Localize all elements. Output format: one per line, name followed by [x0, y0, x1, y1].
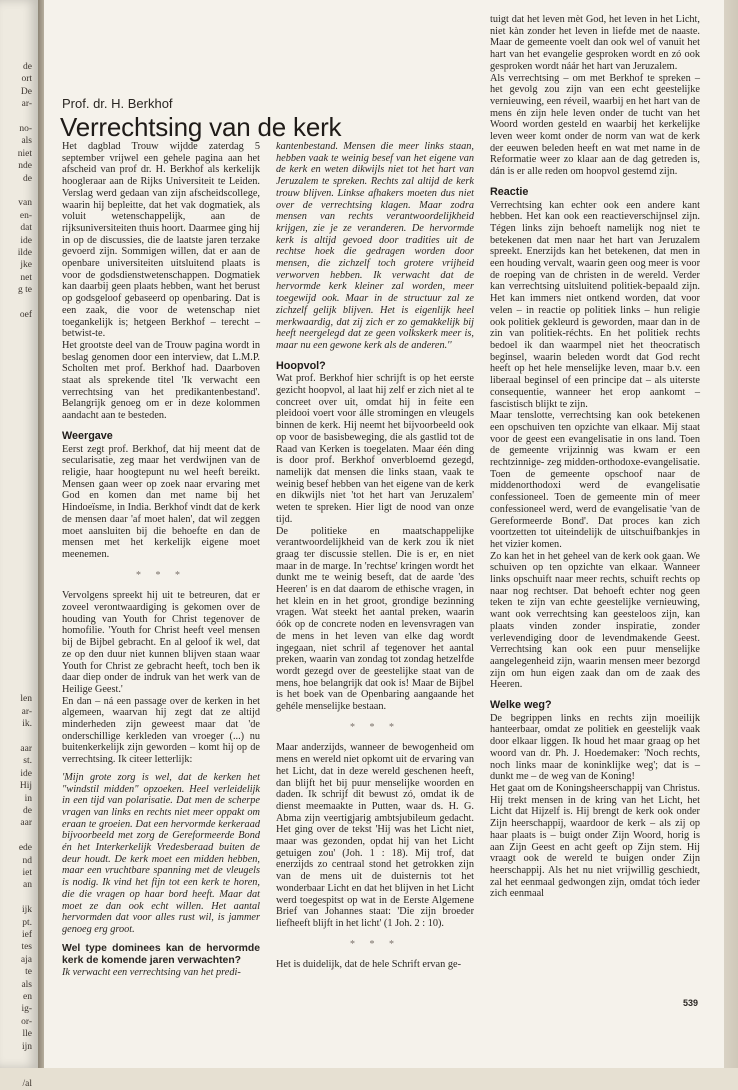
section-heading-welke-weg: Welke weg?	[490, 699, 552, 712]
previous-page-text-fragment: ort	[21, 74, 32, 85]
previous-page-text-fragment: net	[20, 272, 32, 283]
previous-page-text-fragment: te	[25, 967, 32, 978]
previous-page-text-fragment: aar	[20, 818, 32, 829]
quote-paragraph: 'Mijn grote zorg is wel, dat de kerken het "windstil midden" opzoeken. Heel verleidelijk in een tijd van polarisatie. Dat men de scherpe vragen van links en rechts niet meer oppakt om eraan te groeien. Dat een hervormde kerkeraad bijvoorbeeld met zorg de Gereformeerde Bond én het Interkerkelijk Vredesberaad buiten de deur houdt. De kerk moet een midden hebben, maar een vruchtbare spanning met de vleugels is nodig. Ik vind het fijn tot een kerk te horen, die die vragen op haar bord heeft. Maar dat moet ze dan ook echt willen. Het aantal hervormden dat voor alles rust wil, is jammer genoeg erg groot.	[62, 771, 260, 935]
section-divider: * * *	[350, 721, 400, 733]
previous-page-text-fragment: oef	[19, 310, 32, 320]
previous-page-text-fragment: de	[23, 62, 32, 72]
previous-page-text-fragment: als	[21, 979, 32, 990]
previous-page-text-fragment: ig-	[21, 1004, 32, 1015]
paragraph: Wat prof. Berkhof hier schrijft is op het eerste gezicht hoopvol, al laat hij zelf er zich niet al te concreet over uit, omdat hij in feite een pleidooi voert voor álle stromingen en vleugels binnen de kerk. Hij neemt het bijvoorbeeld ook op voor de basisbeweging, die als gastlid tot de Raad van Kerken is toegelaten. Maar één ding is door prof. Berkhof onverbloemd gezegd, namelijk dat mensen die links staan, vaak te weinig besef hebben van het eigene van de kerk en dikwijls niet 'tot het hart van Jeruzalem' weten te spreken. Hier ligt de nood van onze tijd.	[276, 373, 474, 525]
magazine-page	[44, 0, 724, 1068]
previous-page-text-fragment: or-	[21, 1016, 32, 1027]
previous-page-text-fragment: en-	[19, 210, 32, 221]
previous-page-text-fragment: de	[23, 806, 32, 816]
previous-page-text-fragment: nd	[22, 855, 32, 866]
paragraph: Het gaat om de Koningsheerschappij van Christus. Hij trekt mensen in de kring van het Licht, het Licht dat Hijzelf is. Hij brengt de kerk ook onder Zijn heerschappij, waardoor de kerk – als zij op haar plaats is – buigt onder Zijn Woord, horig is aan Zijn Geest en acht geeft op Zijn stem. Hij vraagt ook de wereld te buigen onder Zijn heerschappij. Als het nu niet vrijwillig geschiedt, zal het eenmaal gedwongen zijn, omdat tóch ieder zich eenmaal	[490, 783, 700, 900]
previous-page-text-fragment: ilde	[17, 248, 32, 258]
article-author: Prof. dr. H. Berkhof	[62, 96, 173, 111]
article-column-2	[276, 141, 474, 971]
previous-page-text-fragment: an	[23, 880, 32, 891]
previous-page-text-fragment: ief	[21, 930, 32, 940]
previous-page-text-fragment: ide	[20, 235, 32, 246]
previous-page-text-fragment: ede	[18, 843, 32, 854]
previous-page-text-fragment: /al	[22, 1078, 32, 1089]
page-edge	[724, 0, 738, 1068]
previous-page-text-fragment: iet	[22, 868, 32, 878]
previous-page-text-fragment: ijk	[21, 905, 32, 916]
section-divider: * * *	[136, 569, 186, 581]
article-column-3	[490, 14, 700, 900]
previous-page-text-fragment: dat	[20, 223, 32, 234]
paragraph: Verrechtsing kan echter ook een andere kant hebben. Het kan ook een reactieverschijnsel zijn. Tégen links zijn behoeft namelijk nog niet te betekenen dat men naar het hart van Jeruzalem spreekt. Enerzijds kan het betekenen, dat men in een houding vervalt, waarin geen oog meer is voor de roeping van de christen in de wereld. Verder kan verrechtsing uitsluitend politiek-bepaald zijn. Het kan immers niet ontkend worden, dat voor velen – in reactie op politiek links – hun religie ook politiek gekleurd is geworden, maar dan in de zin van politiek-réchts. En het politiek rechts bedoel ik dan waarmpel niet het theocratisch beginsel, waarin beleden wordt dat God recht heeft op het hele menselijke leven, maar b.v. een liberaal beginsel of een principe dat – als uiterste consequentie, wanneer het erop aankomt – fascistisch blijkt te zijn.	[490, 199, 700, 410]
paragraph: Maar anderzijds, wanneer de bewogenheid om mens en wereld niet opkomt uit de ervaring van het Licht, dat in deze wereld geschenen heeft, dan blijft het bij puur menselijke woorden en daden. Ik schrijf dit bewust zó, omdat ik de dienst meemaakte in Putten, waar ds. H. G. Abma zijn veertigjarig ambtsjubileum gedacht. Het ging over de tekst 'Hij was het Licht niet, maar was gezonden, opdat hij van het Licht getuigen zou' (Joh. 1 : 18). Mij trof, dat enerzijds zo centraal stond het getrokken zijn van de mens uit de duisternis tot het wonderbaar Licht en dat het blijven in het Licht werd toegespitst op wat in de Eerste Algemene Brief van Johannes staat: 'Die zijn broeder liefheeft blijft in het licht' (1 Joh. 2 : 10).	[276, 742, 474, 929]
article-title: Verrechtsing van de kerk	[60, 112, 342, 142]
previous-page-text-fragment: en	[23, 992, 32, 1002]
previous-page-text-fragment: niet	[17, 148, 32, 159]
paragraph: Het dagblad Trouw wijdde zaterdag 5 september vrijwel een gehele pagina aan het afscheid van prof dr. H. Berkhof als kerkelijk hoogleraar aan de Rijks Universiteit te Leiden. Verslag werd gedaan van zijn afscheidscollege, waarin hij bepleitte, dat het vak dogmatiek, als voluit wetenschappelijk, aan de rijksuniversiteiten thuis hoort. Daarmee ging hij in op de discussies, die de laatste jaren terzake gevoerd zijn. Sommigen willen, dat er aan de openbare universiteiten uitsluitend plaats is voor de godsdienstwetenschappen. Dogmatiek kan daarbij geen plaats hebben, want het berust op godsgeloof gebaseerd op openbaring. Dat is een zaak, die voor de wetenschap niet toegankelijk is; hetgeen Berkhof – terecht – betwist-te.	[62, 141, 260, 340]
paragraph: Ik verwacht een verrechtsing van het predi-	[62, 966, 241, 978]
section-heading-hoopvol: Hoopvol?	[276, 359, 326, 372]
previous-page-text-fragment: lle	[22, 1029, 32, 1040]
quote-paragraph: kantenbestand. Mensen die meer links staan, hebben vaak te weinig besef van het eigene van de kerk en weten dikwijls niet tot het hart van Jeruzalem te spreken. Rechts zal altijd de kerk trouw blijven. Linkse afhakers moeten dus niet over de verrechtsing klagen. Maar zodra mensen van rechts verantwoordelijkheid krijgen, zie je ze veranderen. De hervormde kerk is altijd gevoed door tradities uit de rechtse hoek die gedragen worden door mensen, die zichzelf toch grotere vrijheid verworven hebben. Ik verwacht dat de hervormde kerk kleiner zal worden, meer toegewijd ook. Maar in de structuur zal ze zichzelf gelijk blijven. Het is eigenlijk heel merkwaardig, dat zij zich er zo gemakkelijk bij heeft neergelegd dat ze geen volkskerk meer is, maar nu een gewone kerk als de anderen.''	[276, 141, 474, 351]
paragraph: De politieke en maatschappelijke verantwoordelijkheid van de kerk zou ik niet graag ter discussie stellen. Die is er, en niet maar in de marge. In 'rechtse' kringen wordt het dunkt me te weinig beseft, dat de aarde 'des Heeren' is en dat daarom de ethische vragen, in het klein en in het groot, grondige bezinning vragen. Wat steekt het aantal preken, waarin óók op de concrete noden en levensvragen van de mens in het leven van elke dag wordt ingegaan, niet schril af tegenover het aantal preken, waarin van zondag tot zondag hetzelfde wordt gezegd over de geestelijke staat van de mens, hoe belangrijk dat ook is! Maar de Bijbel is het boek van de Openbaring aangaande het gehéle menselijke bestaan.	[276, 525, 474, 713]
previous-page-text-fragment: g te	[18, 285, 32, 296]
paragraph: De begrippen links en rechts zijn moeilijk hanteerbaar, omdat ze politiek en geestelijk vaak door elkaar liggen. Ik houd het maar graag op het woord van dr. Ph. J. Hoedemaker: 'Noch rechts, noch links maar de koninklijke weg'; dat is – dunkt me – de weg van de Koning!	[490, 712, 700, 783]
previous-page-text-fragment: tes	[21, 942, 32, 953]
paragraph: Het grootste deel van de Trouw pagina wordt in beslag genomen door een interview, dat L.M.P. Scholten met prof. Berkhof had. Daarboven staat als sprekende titel 'Ik verwacht een verrechtsing van het predikantenbestand'. Belangrijk genoeg om er in deze kolommen aandacht aan te besteden.	[62, 339, 260, 422]
previous-page-text-fragment: van	[18, 198, 32, 209]
previous-page-text-fragment: pt.	[22, 917, 32, 928]
previous-page-text-fragment: aar	[20, 744, 32, 754]
paragraph: Vervolgens spreekt hij uit te betreuren, dat er zoveel verontwaardiging is gekomen over de houding van Youth for Christ tegenover de homofilie. 'Youth for Christ heeft veel mensen bij de Bijbel gebracht. En al geloof ik wel, dat ze op den duur niet kunnen blijven staan waar Youth for Christ ze gebracht heeft, toch ben ik daar diep onder de indruk van het werk van de Heilige Geest.'	[62, 590, 260, 695]
interview-question: Wel type dominees kan de hervormde kerk de komende jaren verwachten?	[62, 942, 260, 966]
paragraph: Het is duidelijk, dat de hele Schrift ervan ge-	[276, 959, 461, 971]
previous-page-text-fragment: ar-	[21, 706, 32, 717]
previous-page-text-fragment: ar-	[21, 99, 32, 110]
previous-page-text-fragment: len	[20, 694, 32, 705]
page-number: 539	[683, 998, 699, 1008]
previous-page-text-fragment: de	[23, 173, 32, 184]
previous-page-text-fragment: in	[24, 793, 32, 804]
previous-page-strip	[0, 0, 38, 1089]
previous-page-text-fragment: ijn	[21, 1041, 32, 1052]
previous-page-text-fragment: ide	[20, 768, 32, 779]
paragraph: Eerst zegt prof. Berkhof, dat hij meent dat de secularisatie, zeg maar het verdwijnen van de religie, haar hoogtepunt nu wel heeft bereikt. Mensen gaan weer op zoek naar ervaring met God en komen dan met name bij het Hindoeïsme, in India. Berkhof vindt dat de kerk de mensen daar 'af moet halen', dat wil zeggen moet aansluiten bij die behoefte en dan de mensen met het kerkelijk eigene moet meenemen.	[62, 443, 260, 560]
previous-page-text-fragment: als	[21, 136, 32, 147]
paragraph: En dan – ná een passage over de kerken in het algemeen, waarvan hij zegt dat ze altijd minderheden zijn geweest maar dat 'de onderschillige kerkleden van vroeger (...) nu buitenkerkelijk zijn geworden – komt hij op de verrechtsing. Ik citeer letterlijk:	[62, 695, 260, 766]
previous-page-text-fragment: aja	[20, 954, 32, 965]
section-heading-reactie: Reactie	[490, 185, 529, 198]
paragraph: tuigt dat het leven mèt God, het leven in het Licht, niet kàn zonder het leven in liefde met de naaste. Maar de gemeente voelt dan ook wel of vanuit het hart van het evangelie gesproken wordt en zó ook gesproken wordt náár het hart van Jeruzalem.	[490, 14, 700, 72]
section-heading-weergave: Weergave	[62, 429, 113, 442]
previous-page-text-fragment: nde	[18, 161, 32, 172]
paragraph: Maar tenslotte, verrechtsing kan ook betekenen een opschuiven ten opzichte van elkaar. Mij staat voor de geest een evangelisatie in ons land. Toen de gemeente vrijzinnig was kwam er een rechtzinnige- zeg midden-orthodoxe-evangelisatie. Toen de gemeente opschoof naar de middenorthodoxi werd de evangelisatie confessioneel. Toen de gemeente min of meer confessioneel werd, werd de evangelisatie 'van de Gereformeerde Bond'. Dat proces kan zich voortzetten tot uiteindelijk de uitschuifbankjes in het vizier komen.	[490, 410, 700, 550]
article-column-1	[62, 141, 260, 978]
previous-page-text-fragment: st.	[23, 756, 32, 767]
section-divider: * * *	[350, 938, 400, 950]
previous-page-text-fragment: Hij	[19, 781, 32, 792]
previous-page-text-fragment: De	[20, 86, 32, 97]
previous-page-text-fragment: ik.	[22, 719, 32, 730]
previous-page-text-fragment: no-	[19, 124, 32, 134]
paragraph: Zo kan het in het geheel van de kerk ook gaan. We schuiven op ten opzichte van elkaar. Wanneer links opschuift naar meer rechts, schuift rechts op naar nog rechtser. Dat behoeft echter nog geen teken te zijn van echte geestelijke vernieuwing, want ook verrechtsing kan geesteloos zijn, kan plaats vinden zonder inspiratie, zonder verlevendiging door de levendmakende Geest. Verrechtsing kan ook een puur menselijke aangelegenheid zijn, waarin mensen meer bezorgd zijn om hun eigen zaak dan om de zaak des Heeren.	[490, 550, 700, 691]
paragraph: Als verrechtsing – om met Berkhof te spreken – het gevolg zou zijn van een echt geestelijke vernieuwing, een réveil, waarbij en het hart van de mens én zijn hele leven onder de tucht van het Woord worden gesteld en waarbij het kerkelijke leven weer komt onder de norm van wat de kerk der eeuwen beleden heeft en wat met name in de Reformatie weer zo klaar aan de dag getreden is, dán is er alle reden om hoopvol gestemd zijn.	[490, 72, 700, 178]
previous-page-text-fragment: jke	[20, 260, 32, 271]
